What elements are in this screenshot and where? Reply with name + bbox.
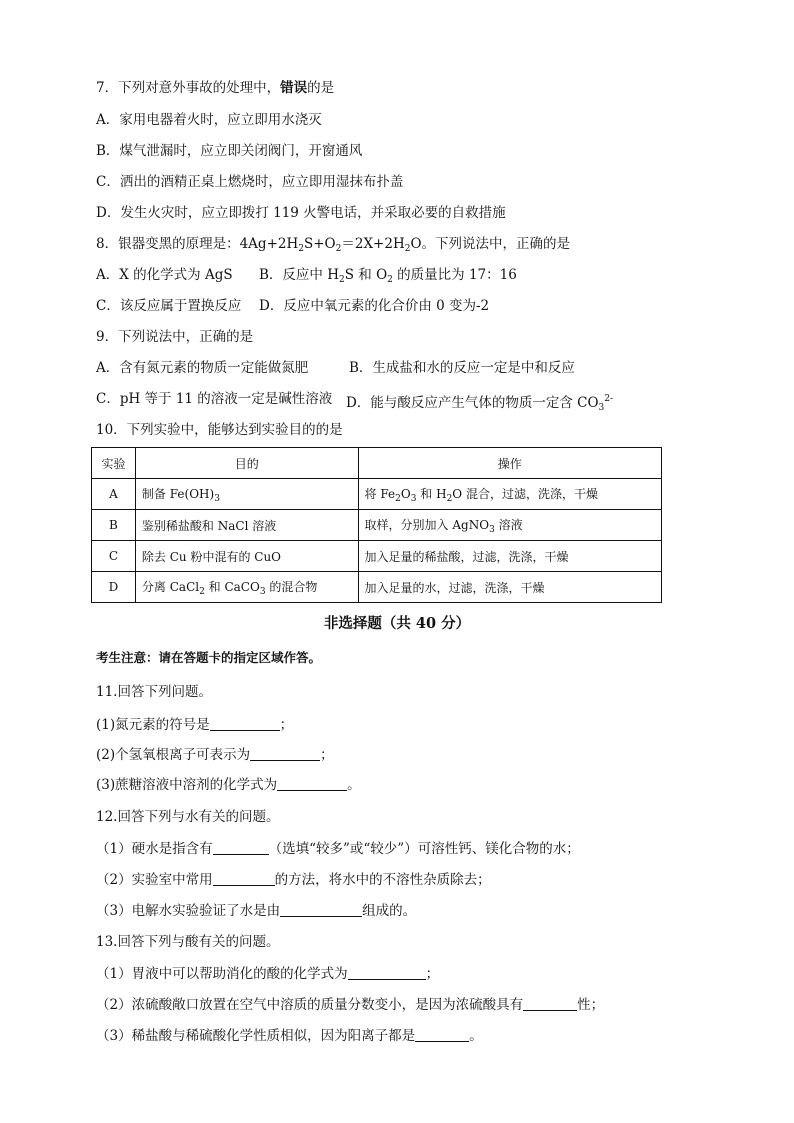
goal-text: 分离 CaCl: [141, 579, 200, 594]
q9-option-b: B．生成盐和水的反应一定是中和反应: [349, 360, 575, 376]
row-id: A: [92, 479, 136, 510]
row-id: B: [92, 510, 136, 541]
q8-stem-part: O。下列说法中，正确的是: [410, 236, 571, 252]
q13-part2: [96, 996, 604, 1014]
answer-blank[interactable]: [280, 902, 362, 917]
q11-stem: 11.回答下列问题。: [96, 684, 212, 700]
row-id: D: [92, 572, 136, 603]
answer-blank[interactable]: [277, 776, 347, 791]
subscript: 3: [489, 524, 495, 535]
q11-part3-text: (3)蔗糖溶液中溶剂的化学式为: [96, 777, 278, 793]
section-note-label: 考生注意：: [96, 650, 159, 665]
goal-text: 和 CaCO: [204, 579, 260, 594]
q11-part3-end: 。: [347, 777, 361, 793]
q8-option-b-part: B．反应中 H: [259, 267, 339, 283]
op-text: 溶液: [494, 517, 523, 532]
row-operation: 加入足量的水，过滤，洗涤，干燥: [358, 572, 661, 603]
subscript: 3: [410, 493, 417, 504]
answer-blank[interactable]: [213, 871, 275, 886]
q12-part3-end: 组成的。: [362, 903, 417, 919]
superscript: 2-: [604, 394, 614, 404]
q11-part1-text: (1)氮元素的符号是: [96, 717, 210, 733]
op-text: O: [400, 486, 411, 501]
section-note-text: 请在答题卡的指定区域作答。: [158, 650, 322, 665]
row-operation: [358, 510, 661, 541]
q8-option-a: A．X 的化学式为 AgS: [96, 267, 233, 283]
q12-part2: [96, 871, 491, 889]
q11-part3: [96, 776, 361, 794]
row-goal: 鉴别稀盐酸和 NaCl 溶液: [135, 510, 358, 541]
q13-part1: [96, 965, 439, 983]
q8-stem-part: ＝2X+2H: [341, 236, 405, 252]
q7-stem: [96, 79, 334, 97]
q12-part1: [96, 840, 580, 858]
row-goal: [135, 479, 358, 510]
q11-part2: [96, 746, 334, 764]
subscript: 3: [259, 586, 266, 597]
q7-stem-prefix: 7．下列对意外事故的处理中，: [96, 80, 281, 96]
row-operation: 加入足量的稀盐酸，过滤，洗涤，干燥: [358, 541, 661, 572]
subscript: 2: [298, 244, 304, 254]
subscript: 2: [387, 275, 393, 285]
q7-stem-emphasis: 错误: [280, 80, 308, 96]
subscript: 2: [404, 244, 411, 254]
q11-part2-end: ；: [320, 747, 334, 763]
table-row: [92, 541, 662, 572]
subscript: 2: [335, 244, 342, 254]
q12-part2-text: （2）实验室中常用: [96, 872, 213, 888]
answer-blank[interactable]: [210, 716, 280, 731]
q8-option-b-part: S 和 O: [344, 267, 388, 283]
subscript: 2: [446, 493, 453, 504]
table-header-row: [92, 448, 662, 479]
q8-stem-part: S+O: [303, 236, 336, 252]
row-operation: [358, 479, 661, 510]
table-header-cell: 操作: [358, 448, 661, 479]
q13-part1-end: ；: [425, 966, 440, 982]
q8-options-ab: [96, 266, 517, 285]
q7-option-a: A．家用电器着火时，应立即用水浇灭: [96, 112, 322, 128]
q9-options-cd: [96, 390, 614, 413]
subscript: 2: [395, 493, 401, 504]
q8-option-d: D．反应中氧元素的化合价由 0 变为-2: [259, 298, 490, 314]
q8-stem-part: 8．银器变黑的原理是：4Ag+2H: [96, 236, 299, 252]
q13-part3: [96, 1027, 483, 1045]
row-goal: 除去 Cu 粉中混有的 CuO: [135, 541, 358, 572]
op-text: 取样，分别加入 AgNO: [364, 517, 490, 532]
answer-blank[interactable]: [348, 965, 426, 980]
q8-option-c: C．该反应属于置换反应: [96, 298, 242, 314]
answer-blank[interactable]: [213, 840, 269, 855]
q9-stem: 9．下列说法中，正确的是: [96, 329, 254, 345]
answer-blank[interactable]: [250, 746, 320, 761]
q13-part1-text: （1）胃液中可以帮助消化的酸的化学式为: [96, 966, 348, 982]
q12-part2-end: 的方法，将水中的不溶性杂质除去；: [274, 872, 491, 888]
table-row: [92, 510, 662, 541]
q7-option-c: C．洒出的酒精正桌上燃烧时，应立即用湿抹布扑盖: [96, 174, 404, 190]
q7-stem-suffix: 的是: [307, 80, 335, 96]
goal-text: 的混合物: [265, 579, 318, 594]
q9-option-c: C．pH 等于 11 的溶液一定是碱性溶液: [96, 391, 333, 407]
q8-option-b-part: 的质量比为 17：16: [392, 267, 517, 283]
q13-stem: 13.回答下列与酸有关的问题。: [96, 934, 280, 950]
q9-options-ab: [96, 359, 575, 377]
subscript: 3: [214, 493, 220, 504]
q9-option-d: [346, 390, 613, 417]
table-header-cell: 目的: [135, 448, 358, 479]
q12-part1-text: （1）硬水是指含有: [96, 841, 213, 857]
q11-part2-text: (2)个氢氧根离子可表示为: [96, 747, 251, 763]
subscript: 2: [339, 275, 345, 285]
q12-part3-text: （3）电解水实验验证了水是由: [96, 903, 281, 919]
answer-blank[interactable]: [415, 1027, 469, 1042]
q8-option-b: [259, 266, 517, 289]
goal-text: 制备 Fe(OH): [141, 486, 215, 501]
q7-option-b: B．煤气泄漏时，应立即关闭阀门，开窗通风: [96, 143, 363, 159]
row-goal: [135, 572, 358, 603]
q7-option-d: D．发生火灾时，应立即拨打 119 火警电话，并采取必要的自救措施: [96, 205, 506, 221]
q8-stem: [96, 235, 570, 258]
section-note: [96, 649, 321, 667]
answer-blank[interactable]: [523, 996, 577, 1011]
op-text: 和 H: [416, 486, 447, 501]
experiment-table: [91, 447, 662, 603]
q13-part2-text: （2）浓硫酸敞口放置在空气中溶质的质量分数变小，是因为浓硫酸具有: [96, 997, 524, 1013]
section-title: 非选择题（共 40 分）: [323, 615, 471, 632]
table-header-cell: 实验: [92, 448, 136, 479]
q9-option-d-text: D．能与酸反应产生气体的物质一定含 CO: [346, 395, 599, 411]
q10-stem: 10．下列实验中，能够达到实验目的的是: [96, 422, 343, 438]
q13-part2-end: 性；: [577, 997, 605, 1013]
q13-part3-end: 。: [469, 1028, 483, 1044]
q12-part3: [96, 902, 416, 920]
table-row: [92, 572, 662, 603]
op-text: O 混合，过滤，洗涤，干燥: [452, 486, 598, 501]
subscript: 3: [598, 403, 605, 413]
q12-part1-end: （选填“较多”或“较少”）可溶性钙、镁化合物的水；: [268, 841, 580, 857]
row-id: C: [92, 541, 136, 572]
subscript: 2: [199, 586, 205, 597]
q12-stem: 12.回答下列与水有关的问题。: [96, 809, 280, 825]
q9-option-a: A．含有氮元素的物质一定能做氮肥: [96, 360, 309, 376]
table-row: [92, 479, 662, 510]
q13-part3-text: （3）稀盐酸与稀硫酸化学性质相似，因为阳离子都是: [96, 1028, 416, 1044]
q11-part1-end: ；: [279, 717, 294, 733]
op-text: 将 Fe: [364, 486, 396, 501]
q8-options-cd: [96, 297, 490, 315]
q11-part1: [96, 716, 293, 734]
